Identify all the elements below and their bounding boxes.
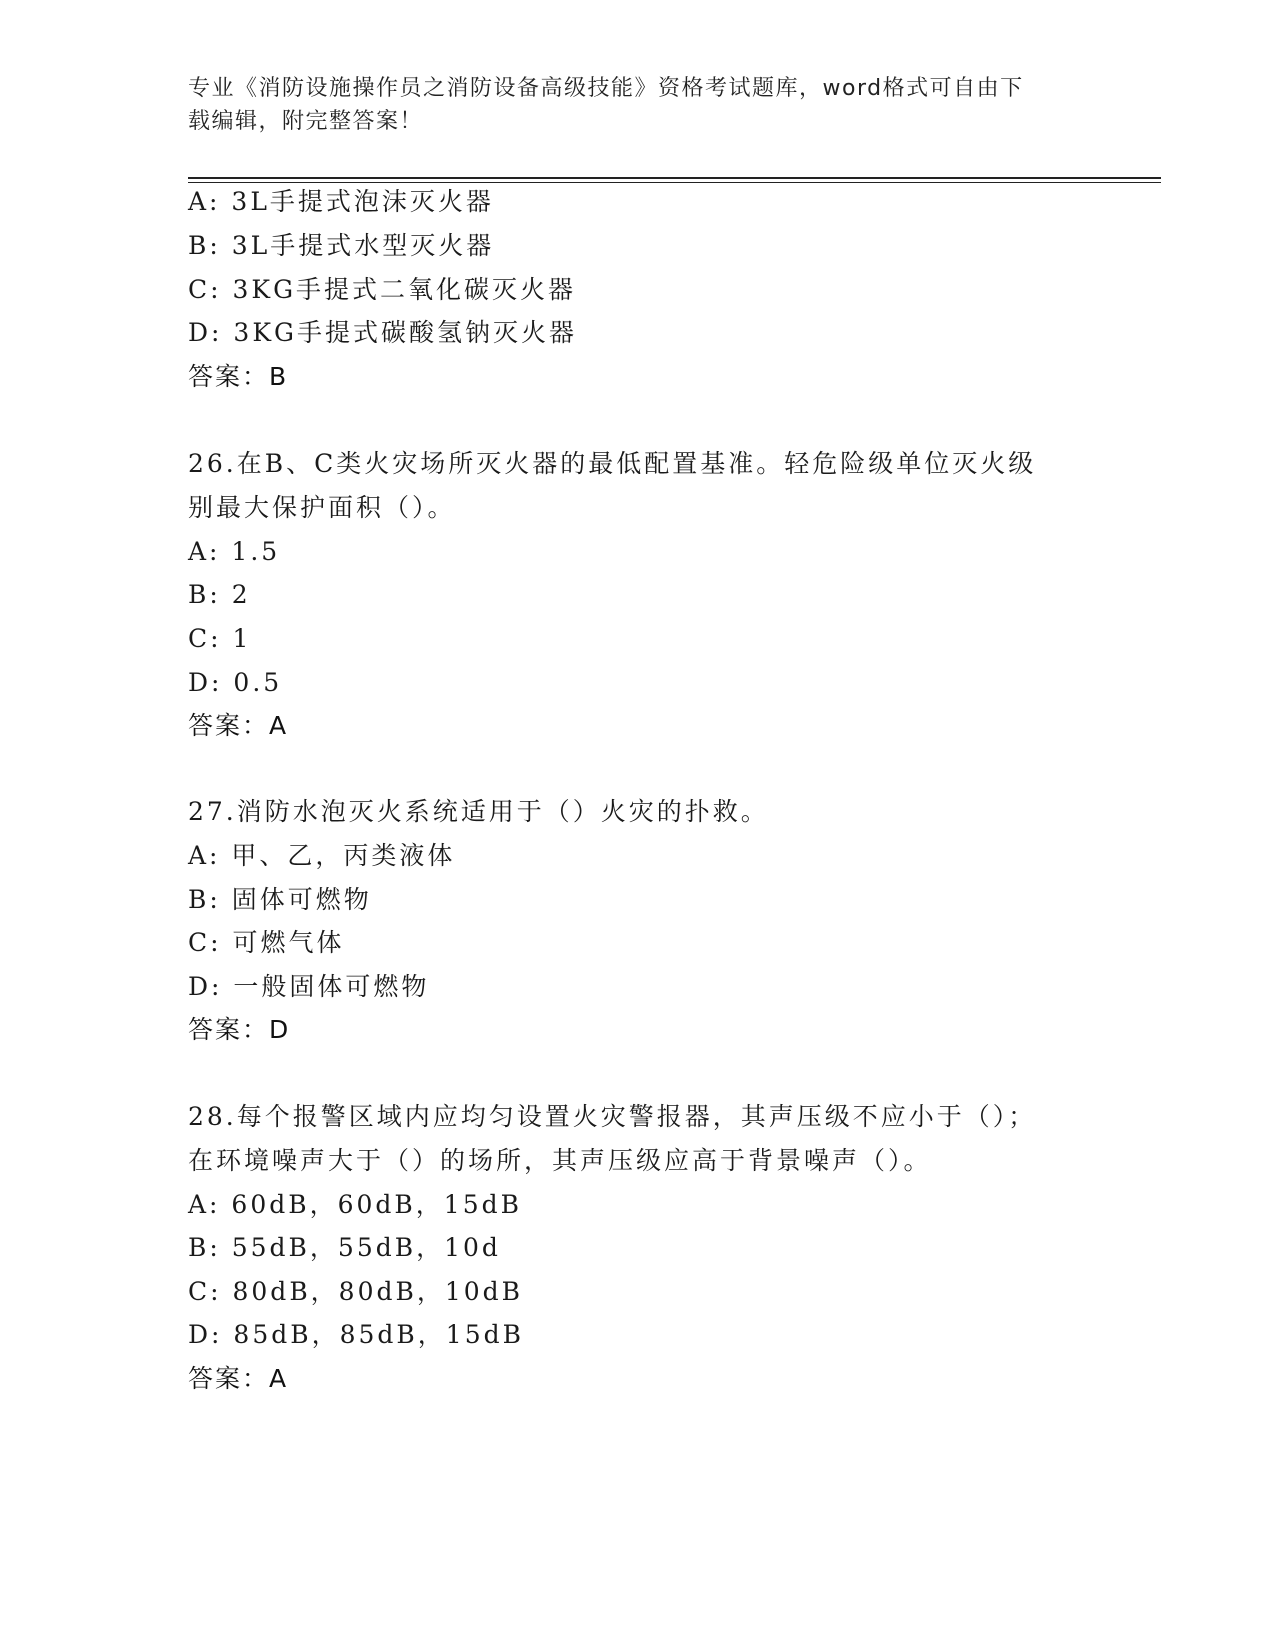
q28-option-d: D: 85dB，85dB，15dB xyxy=(188,1320,524,1349)
q25-option-b: B: 3L手提式水型灭火器 xyxy=(188,231,495,260)
header-rule-thin xyxy=(188,182,1161,183)
q27-option-d: D: 一般固体可燃物 xyxy=(188,972,430,1001)
q28-option-b: B: 55dB，55dB，10d xyxy=(188,1233,501,1262)
q26-option-c: C: 1 xyxy=(188,624,252,653)
q28-option-a: A: 60dB，60dB，15dB xyxy=(188,1190,522,1219)
q27-answer: 答案：D xyxy=(188,1015,291,1044)
q28-stem-line-1: 28.每个报警区域内应均匀设置火灾警报器，其声压级不应小于（）； xyxy=(188,1102,1037,1131)
q26-stem-line-1: 26.在B、C类火灾场所灭火器的最低配置基准。轻危险级单位灭火级 xyxy=(188,449,1037,478)
q26-answer: 答案：A xyxy=(188,711,289,740)
header-line-1: 专业《消防设施操作员之消防设备高级技能》资格考试题库，word格式可自由下 xyxy=(188,76,1024,101)
q27-option-a: A: 甲、乙，丙类液体 xyxy=(188,841,456,870)
q28-stem-line-2: 在环境噪声大于（）的场所，其声压级应高于背景噪声（）。 xyxy=(188,1146,932,1175)
q26-option-d: D: 0.5 xyxy=(188,668,283,697)
q27-option-c: C: 可燃气体 xyxy=(188,928,345,957)
q27-option-b: B: 固体可燃物 xyxy=(188,885,372,914)
q26-option-a: A: 1.5 xyxy=(188,537,281,566)
q25-option-c: C: 3KG手提式二氧化碳灭火器 xyxy=(188,275,577,304)
q26-stem-line-2: 别最大保护面积（）。 xyxy=(188,493,456,522)
q27-stem-line-1: 27.消防水泡灭火系统适用于（）火灾的扑救。 xyxy=(188,797,769,826)
q25-option-a: A: 3L手提式泡沫灭火器 xyxy=(188,187,494,216)
q25-option-d: D: 3KG手提式碳酸氢钠灭火器 xyxy=(188,318,577,347)
q26-option-b: B: 2 xyxy=(188,580,251,609)
document-header xyxy=(188,72,1088,138)
q28-option-c: C: 80dB，80dB，10dB xyxy=(188,1277,524,1306)
header-rule-thick xyxy=(188,177,1161,179)
q25-answer: 答案：B xyxy=(188,362,289,391)
q28-answer: 答案：A xyxy=(188,1364,289,1393)
header-line-2: 载编辑，附完整答案！ xyxy=(188,109,424,134)
